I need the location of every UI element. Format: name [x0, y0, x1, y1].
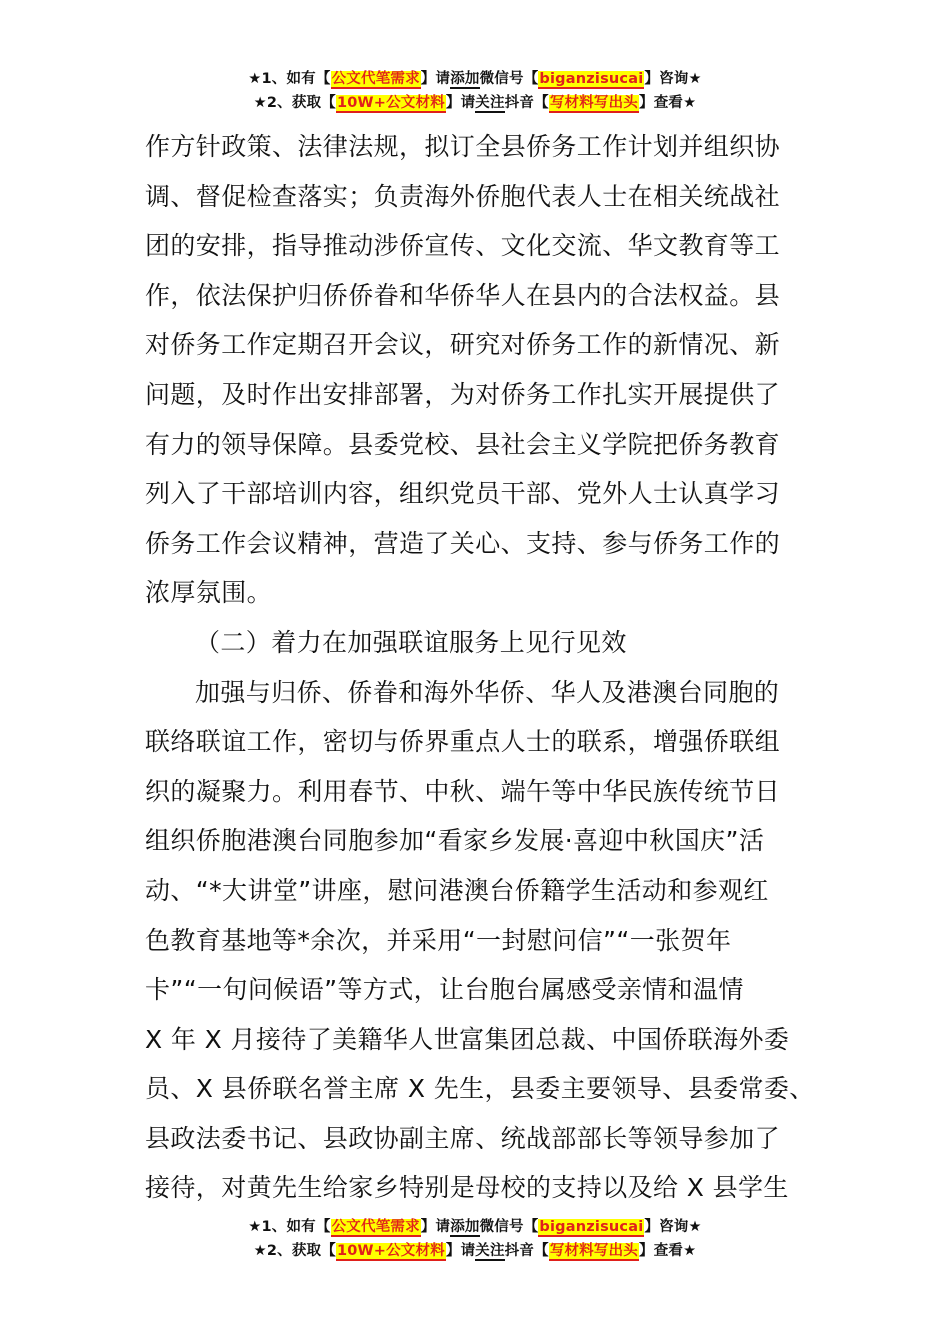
banner-highlight: 10W+公文材料 [336, 95, 445, 111]
banner-line-2 [0, 91, 950, 115]
paragraph-first-line: 加强与归侨、侨眷和海外华侨、华人及港澳台同胞的 [195, 677, 780, 707]
banner-text: 抖音【 [504, 95, 549, 111]
banner-highlight: 公文代笔需求 [331, 1219, 420, 1235]
banner-text: 抖音【 [504, 1243, 549, 1259]
text-line: 调、督促检查落实；负责海外侨胞代表人士在相关统战社 [145, 181, 781, 211]
text-line: 动、“*大讲堂”讲座，慰问港澳台侨籍学生活动和参观红 [145, 875, 769, 905]
text-line: 列入了干部培训内容，组织党员干部、党外人士认真学习 [145, 479, 781, 509]
banner-text: 】请 [420, 71, 451, 87]
text-line: 侨务工作会议精神，营造了关心、支持、参与侨务工作的 [145, 528, 781, 558]
text-line: 卡”“一句问候语”等方式，让台胞台属感受亲情和温情 [145, 975, 744, 1005]
section-heading: （二）着力在加强联谊服务上见行见效 [195, 627, 627, 657]
text-line: 浓厚氛围。 [145, 578, 273, 608]
banner-highlight: 10W+公文材料 [336, 1243, 445, 1259]
banner-text: 】请 [445, 1243, 476, 1259]
text-line: 组织侨胞港澳台同胞参加“看家乡发展·喜迎中秋国庆”活 [145, 826, 765, 856]
banner-text: 】查看★ [639, 1243, 697, 1259]
banner-line-1 [0, 1215, 950, 1239]
text-line: 问题，及时作出安排部署，为对侨务工作扎实开展提供了 [145, 379, 781, 409]
banner-text: ★2、获取【 [253, 1243, 336, 1259]
text-line: 员、X 县侨联名誉主席 X 先生，县委主要领导、县委常委、 [145, 1074, 815, 1104]
text-line: 色教育基地等*余次，并采用“一封慰问信”“一张贺年 [145, 925, 732, 955]
header-banner [0, 67, 950, 115]
banner-text: ★2、获取【 [253, 95, 336, 111]
banner-underlined: 关注 [475, 1243, 505, 1259]
banner-underlined: 添加 [450, 71, 480, 87]
text-line: 作方针政策、法律法规，拟订全县侨务工作计划并组织协 [145, 132, 781, 161]
banner-douyin-name: 写材料写出头 [549, 1243, 639, 1259]
banner-line-1 [0, 67, 950, 91]
banner-wechat-id: biganzisucai [539, 1219, 644, 1235]
footer-banner [0, 1215, 950, 1263]
banner-douyin-name: 写材料写出头 [549, 95, 639, 111]
document-body [145, 122, 825, 1213]
text-line: 联络联谊工作，密切与侨界重点人士的联系，增强侨联组 [145, 727, 781, 757]
banner-wechat-id: biganzisucai [539, 71, 644, 87]
banner-text: ★1、如有【 [248, 71, 331, 87]
text-line: 县政法委书记、县政协副主席、统战部部长等领导参加了 [145, 1123, 781, 1153]
banner-text: 】请 [420, 1219, 451, 1235]
text-line: 织的凝聚力。利用春节、中秋、端午等中华民族传统节日 [145, 776, 781, 806]
text-line: 作，依法保护归侨侨眷和华侨华人在县内的合法权益。县 [145, 280, 781, 310]
text-line: 团的安排，指导推动涉侨宣传、文化交流、华文教育等工 [145, 231, 781, 261]
text-line: 接待，对黄先生给家乡特别是母校的支持以及给 X 县学生 [145, 1173, 789, 1203]
text-line: X 年 X 月接待了美籍华人世富集团总裁、中国侨联海外委 [145, 1024, 790, 1054]
text-line: 对侨务工作定期召开会议，研究对侨务工作的新情况、新 [145, 330, 781, 360]
banner-text: 】请 [445, 95, 476, 111]
banner-underlined: 关注 [475, 95, 505, 111]
banner-text: 】查看★ [639, 95, 697, 111]
banner-underlined: 添加 [450, 1219, 480, 1235]
text-line: 有力的领导保障。县委党校、县社会主义学院把侨务教育 [145, 429, 781, 459]
banner-highlight: 公文代笔需求 [331, 71, 420, 87]
banner-text: 】咨询★ [644, 1219, 702, 1235]
banner-line-2 [0, 1239, 950, 1263]
banner-text: 微信号【 [479, 1219, 539, 1235]
banner-text: 微信号【 [479, 71, 539, 87]
banner-text: ★1、如有【 [248, 1219, 331, 1235]
banner-text: 】咨询★ [644, 71, 702, 87]
